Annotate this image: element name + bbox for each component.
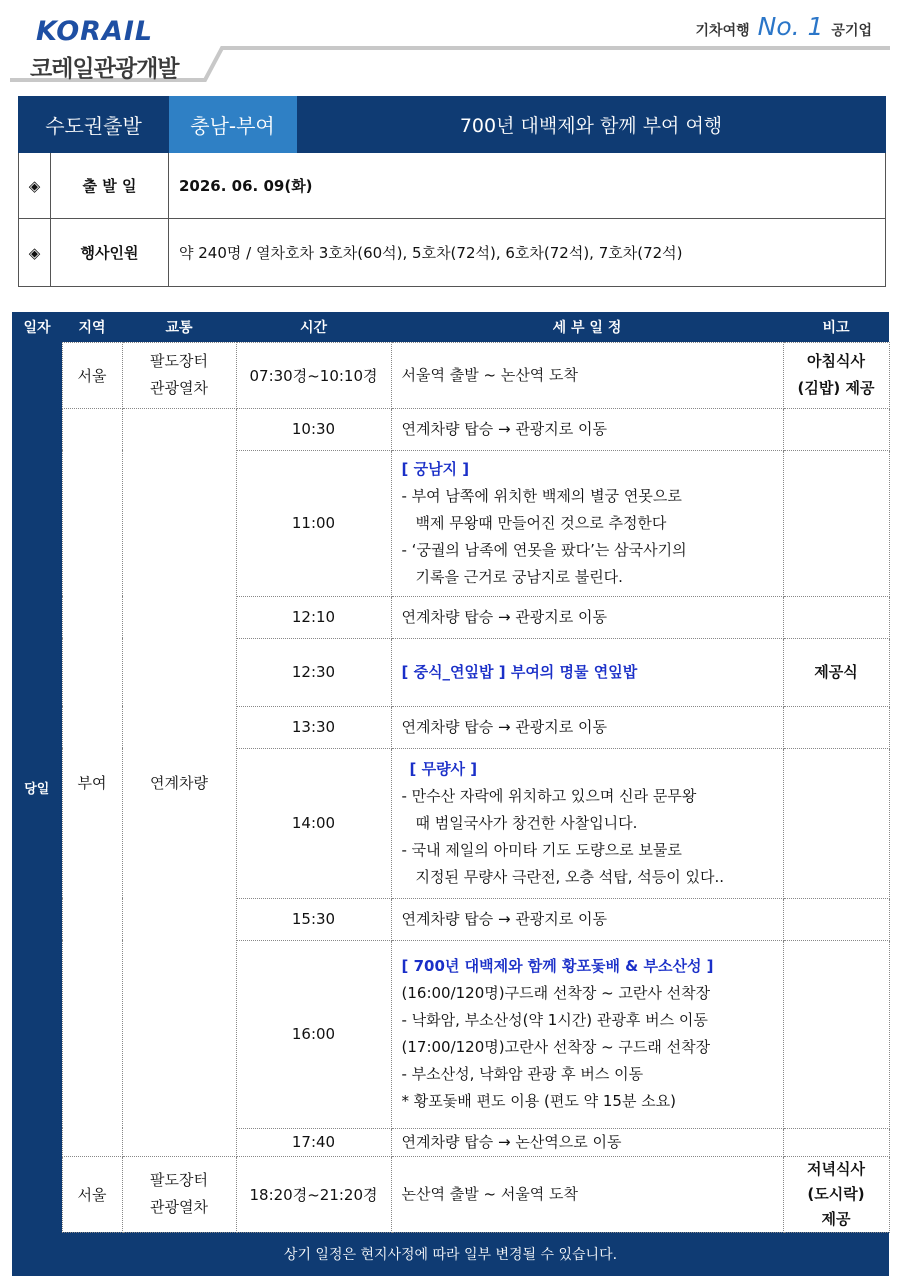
transport-cell bbox=[122, 342, 236, 408]
page-header bbox=[0, 0, 900, 92]
transport-line: 관광열차 bbox=[150, 1198, 208, 1216]
company-name: 코레일관광개발 bbox=[30, 56, 179, 82]
departure-date-label: 출 발 일 bbox=[51, 153, 169, 219]
note-cell bbox=[783, 596, 889, 638]
col-transport: 교통 bbox=[122, 312, 236, 342]
day-cell: 당일 bbox=[12, 342, 62, 1232]
detail-cell: 논산역 출발 ~ 서울역 도착 bbox=[391, 1156, 783, 1232]
transport-cell: 연계차량 bbox=[122, 408, 236, 1156]
time-cell: 18:20경~21:20경 bbox=[236, 1156, 391, 1232]
note-line: (김밥) 제공 bbox=[797, 379, 875, 397]
schedule-footer-row bbox=[12, 1232, 889, 1276]
slogan-suffix: 공기업 bbox=[831, 23, 872, 39]
destination-label: 충남-부여 bbox=[169, 97, 297, 153]
schedule-footer-note: 상기 일정은 현지사정에 따라 일부 변경될 수 있습니다. bbox=[12, 1232, 889, 1276]
detail-title: [ 무량사 ] bbox=[409, 759, 478, 778]
table-row bbox=[12, 408, 889, 450]
note-line: (도시락) bbox=[807, 1184, 865, 1203]
time-cell: 11:00 bbox=[236, 450, 391, 596]
detail-line: (17:00/120명)고란사 선착장 ~ 구드래 선착장 bbox=[401, 1038, 711, 1056]
note-line: 저녁식사 bbox=[807, 1159, 865, 1178]
schedule-table bbox=[12, 312, 890, 1276]
detail-line: 기록을 근거로 궁남지로 불린다. bbox=[415, 567, 623, 586]
time-cell: 10:30 bbox=[236, 408, 391, 450]
note-line: 아침식사 bbox=[807, 352, 865, 370]
col-time: 시간 bbox=[236, 312, 391, 342]
diamond-icon: ◈ bbox=[19, 219, 51, 287]
transport-cell bbox=[122, 1156, 236, 1232]
transport-line: 관광열차 bbox=[150, 379, 208, 397]
time-cell: 17:40 bbox=[236, 1128, 391, 1156]
note-cell bbox=[783, 706, 889, 748]
time-cell: 16:00 bbox=[236, 940, 391, 1128]
diamond-icon: ◈ bbox=[19, 153, 51, 219]
region-cell: 서울 bbox=[62, 1156, 122, 1232]
tour-title: 700년 대백제와 함께 부여 여행 bbox=[297, 97, 886, 153]
detail-cell bbox=[391, 748, 783, 898]
region-cell: 부여 bbox=[62, 408, 122, 1156]
tour-banner-row bbox=[19, 97, 886, 153]
detail-line: - 부여 남쪽에 위치한 백제의 별궁 연못으로 bbox=[401, 486, 682, 505]
note-cell: 제공식 bbox=[783, 638, 889, 706]
note-cell bbox=[783, 408, 889, 450]
time-cell: 14:00 bbox=[236, 748, 391, 898]
note-cell bbox=[783, 940, 889, 1128]
schedule-header-row bbox=[12, 312, 889, 342]
detail-line: * 황포돛배 편도 이용 (편도 약 15분 소요) bbox=[401, 1092, 677, 1110]
detail-line: 지정된 무량사 극란전, 오층 석탑, 석등이 있다.. bbox=[415, 867, 725, 886]
note-cell bbox=[783, 450, 889, 596]
detail-cell: 연계차량 탑승 → 관광지로 이동 bbox=[391, 898, 783, 940]
table-row bbox=[12, 1156, 889, 1232]
time-cell: 13:30 bbox=[236, 706, 391, 748]
detail-line: - 국내 제일의 아미타 기도 도량으로 보물로 bbox=[401, 840, 682, 859]
detail-title: [ 700년 대백제와 함께 황포돛배 & 부소산성 ] bbox=[401, 957, 714, 975]
time-cell: 07:30경~10:10경 bbox=[236, 342, 391, 408]
slogan-main: No. 1 bbox=[757, 12, 824, 41]
slogan bbox=[696, 12, 872, 41]
participants-value: 약 240명 / 열차호차 3호차(60석), 5호차(72석), 6호차(72석), 7호차(72석) bbox=[169, 219, 886, 287]
note-cell bbox=[783, 898, 889, 940]
detail-cell: [ 중식_연잎밥 ] 부여의 명물 연잎밥 bbox=[391, 638, 783, 706]
col-detail: 세 부 일 정 bbox=[391, 312, 783, 342]
detail-cell bbox=[391, 450, 783, 596]
korail-logo: KORAIL bbox=[36, 16, 154, 47]
departure-date-value: 2026. 06. 09(화) bbox=[169, 153, 886, 219]
col-day: 일자 bbox=[12, 312, 62, 342]
col-note: 비고 bbox=[783, 312, 889, 342]
col-region: 지역 bbox=[62, 312, 122, 342]
slogan-prefix: 기차여행 bbox=[695, 23, 750, 39]
detail-cell: 연계차량 탑승 → 관광지로 이동 bbox=[391, 596, 783, 638]
transport-line: 팔도장터 bbox=[150, 352, 208, 370]
detail-cell: 연계차량 탑승 → 논산역으로 이동 bbox=[391, 1128, 783, 1156]
origin-label: 수도권출발 bbox=[19, 97, 169, 153]
participants-row bbox=[19, 219, 886, 287]
detail-cell bbox=[391, 940, 783, 1128]
tour-info-table bbox=[18, 96, 886, 287]
detail-title: [ 궁남지 ] bbox=[401, 459, 470, 478]
participants-label: 행사인원 bbox=[51, 219, 169, 287]
detail-line: - 낙화암, 부소산성(약 1시간) 관광후 버스 이동 bbox=[401, 1011, 708, 1029]
detail-line: (16:00/120명)구드래 선착장 ~ 고란사 선착장 bbox=[401, 984, 711, 1002]
departure-date-row bbox=[19, 153, 886, 219]
detail-cell: 연계차량 탑승 → 관광지로 이동 bbox=[391, 408, 783, 450]
detail-line: - ‘궁궐의 남족에 연못을 팠다’는 삼국사기의 bbox=[401, 540, 687, 559]
table-row bbox=[12, 342, 889, 408]
time-cell: 12:10 bbox=[236, 596, 391, 638]
detail-line: - 부소산성, 낙화암 관광 후 버스 이동 bbox=[401, 1065, 644, 1083]
detail-line: - 만수산 자락에 위치하고 있으며 신라 문무왕 bbox=[401, 786, 697, 805]
note-line: 제공 bbox=[821, 1209, 851, 1228]
transport-line: 팔도장터 bbox=[150, 1171, 208, 1189]
time-cell: 15:30 bbox=[236, 898, 391, 940]
note-cell bbox=[783, 748, 889, 898]
detail-line: 백제 무왕때 만들어진 것으로 추정한다 bbox=[415, 513, 667, 532]
detail-line: 때 범일국사가 창건한 사찰입니다. bbox=[415, 813, 638, 832]
region-cell: 서울 bbox=[62, 342, 122, 408]
note-cell bbox=[783, 1128, 889, 1156]
time-cell: 12:30 bbox=[236, 638, 391, 706]
note-cell bbox=[783, 342, 889, 408]
detail-cell: 서울역 출발 ~ 논산역 도착 bbox=[391, 342, 783, 408]
note-cell bbox=[783, 1156, 889, 1232]
detail-cell: 연계차량 탑승 → 관광지로 이동 bbox=[391, 706, 783, 748]
